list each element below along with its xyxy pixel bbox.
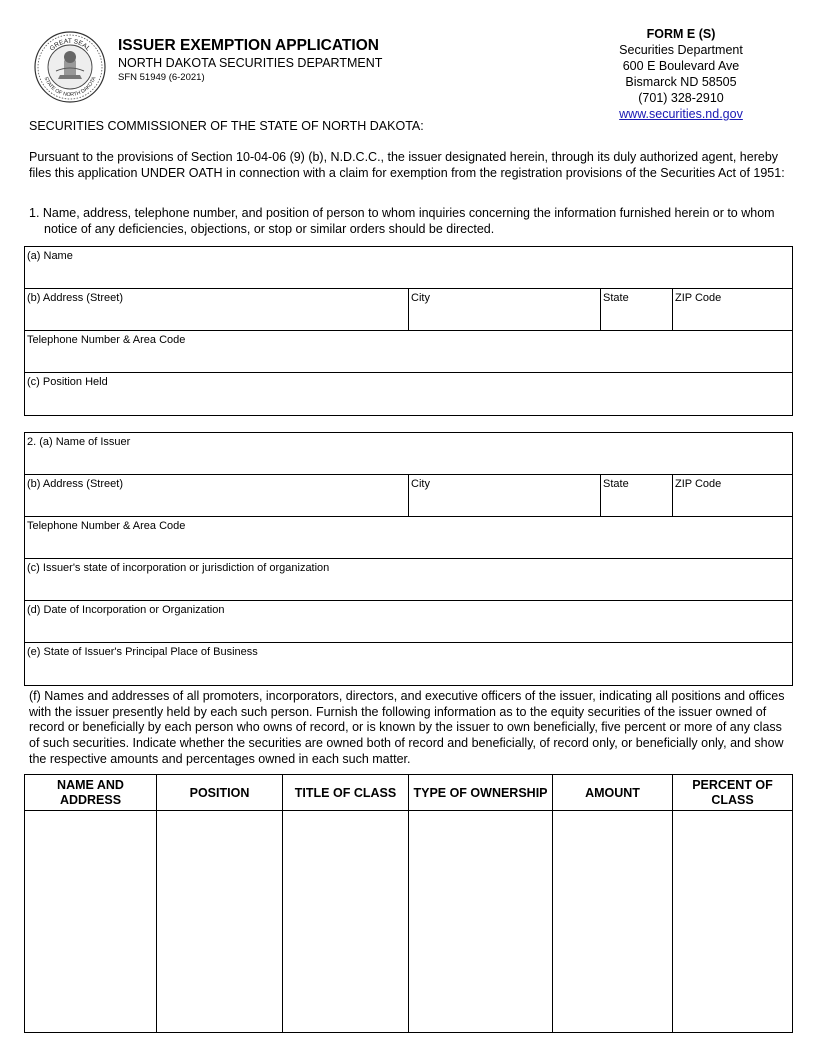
phone-label: Telephone Number & Area Code — [27, 334, 186, 346]
department-name: NORTH DAKOTA SECURITIES DEPARTMENT — [118, 56, 383, 70]
col-type-of-ownership — [409, 775, 553, 1032]
state-field[interactable] — [603, 309, 670, 327]
contact-person-section — [24, 246, 793, 416]
col-header: TYPE OF OWNERSHIP — [413, 785, 548, 800]
row-address — [25, 289, 792, 331]
row-name — [25, 247, 792, 289]
address-field[interactable] — [27, 309, 406, 327]
ownership-table — [24, 774, 793, 1033]
item-f-paragraph: (f) Names and addresses of all promoters, incorporators, directors, and executive officers of the issuer, indicating all positions and offices with the issuer presently held by each such person. Furnish the following information as to the equity securities of the issuer owned of record or beneficially by each person who owns of record, or is known by the issuer to own beneficially, five percent or more of any class of such securities. Indicate whether the securities are owned both of record and beneficially, of record only, or beneficially only, and show the respective amounts and percentages owned in each such matter. — [29, 689, 785, 766]
name-address-entry[interactable] — [27, 813, 154, 1030]
incorporation-label: (c) Issuer's state of incorporation or jurisdiction of organization — [27, 562, 330, 574]
issuer-address-field[interactable] — [27, 495, 406, 513]
row-incorporation — [25, 559, 792, 601]
principal-field[interactable] — [27, 664, 790, 682]
contact-dept: Securities Department — [619, 43, 743, 57]
name-label: (a) Name — [27, 250, 73, 262]
issuer-phone-field[interactable] — [27, 537, 790, 555]
form-number: SFN 51949 (6-2021) — [118, 72, 205, 83]
address-cell[interactable] — [25, 289, 409, 330]
issuer-zip-field[interactable] — [675, 495, 790, 513]
incorporation-cell[interactable] — [25, 559, 792, 600]
intro-paragraph: Pursuant to the provisions of Section 10-04-06 (9) (b), N.D.C.C., the issuer designated herein, through its duly authorized agent, hereby files this application UNDER OATH in connection with a claim for exemption from the registration provisions of the Securities Act of 1951: — [29, 150, 785, 180]
issuer-section — [24, 432, 793, 686]
form-id: FORM E (S) — [646, 27, 716, 41]
contact-phone: (701) 328-2910 — [638, 91, 724, 105]
svg-text:STATE OF NORTH DAKOTA: STATE OF NORTH DAKOTA — [42, 76, 98, 99]
col-header: NAME AND ADDRESS — [57, 778, 124, 807]
issuer-phone-label: Telephone Number & Area Code — [27, 520, 186, 532]
principal-cell[interactable] — [25, 643, 792, 685]
row-principal — [25, 643, 792, 685]
col-percent-of-class — [673, 775, 792, 1032]
position-field[interactable] — [27, 394, 790, 412]
percent-of-class-entry[interactable] — [675, 813, 790, 1030]
issuer-city-cell[interactable] — [409, 475, 601, 516]
col-header: PERCENT OF CLASS — [692, 778, 773, 807]
date-field[interactable] — [27, 621, 790, 639]
col-name-address — [25, 775, 157, 1032]
name-cell[interactable] — [25, 247, 792, 288]
svg-text:GREAT SEAL: GREAT SEAL — [48, 37, 92, 53]
row-phone — [25, 331, 792, 373]
contact-street: 600 E Boulevard Ave — [622, 59, 740, 73]
issuer-state-field[interactable] — [603, 495, 670, 513]
position-entry[interactable] — [159, 813, 280, 1030]
title-of-class-entry[interactable] — [285, 813, 406, 1030]
name-field[interactable] — [27, 267, 790, 285]
col-title-of-class — [283, 775, 409, 1032]
city-field[interactable] — [411, 309, 598, 327]
address-label: (b) Address (Street) — [27, 292, 123, 304]
principal-label: (e) State of Issuer's Principal Place of Business — [27, 646, 258, 658]
col-position — [157, 775, 283, 1032]
issuer-zip-label: ZIP Code — [675, 478, 722, 490]
phone-field[interactable] — [27, 351, 790, 369]
issuer-zip-cell[interactable] — [673, 475, 792, 516]
state-cell[interactable] — [601, 289, 673, 330]
zip-cell[interactable] — [673, 289, 792, 330]
date-label: (d) Date of Incorporation or Organization — [27, 604, 225, 616]
zip-label: ZIP Code — [675, 292, 722, 304]
issuer-name-cell[interactable] — [25, 433, 792, 474]
row-position — [25, 373, 792, 415]
zip-field[interactable] — [675, 309, 790, 327]
position-cell[interactable] — [25, 373, 792, 415]
issuer-name-field[interactable] — [27, 453, 790, 471]
issuer-state-cell[interactable] — [601, 475, 673, 516]
issuer-name-label: 2. (a) Name of Issuer — [27, 436, 131, 448]
col-header: TITLE OF CLASS — [294, 785, 397, 800]
row-issuer-phone — [25, 517, 792, 559]
col-header: POSITION — [189, 785, 250, 800]
issuer-state-label: State — [603, 478, 629, 490]
addressee: SECURITIES COMMISSIONER OF THE STATE OF NORTH DAKOTA: — [29, 119, 424, 133]
incorporation-field[interactable] — [27, 579, 790, 597]
contact-block — [596, 26, 766, 122]
row-issuer-address — [25, 475, 792, 517]
row-date — [25, 601, 792, 643]
state-seal-icon — [34, 31, 106, 103]
date-cell[interactable] — [25, 601, 792, 642]
row-issuer-name — [25, 433, 792, 475]
position-label: (c) Position Held — [27, 376, 108, 388]
col-header: AMOUNT — [585, 785, 640, 800]
issuer-address-cell[interactable] — [25, 475, 409, 516]
phone-cell[interactable] — [25, 331, 792, 372]
item1-text: 1. Name, address, telephone number, and position of person to whom inquiries concerning the information furnished herein or to whom notice of any deficiencies, objections, or stop or similar orders should be directed. — [29, 206, 775, 236]
city-cell[interactable] — [409, 289, 601, 330]
city-label: City — [411, 292, 430, 304]
issuer-address-label: (b) Address (Street) — [27, 478, 123, 490]
issuer-phone-cell[interactable] — [25, 517, 792, 558]
col-amount — [553, 775, 673, 1032]
website-link[interactable]: www.securities.nd.gov — [619, 107, 743, 121]
amount-entry[interactable] — [555, 813, 670, 1030]
state-label: State — [603, 292, 629, 304]
contact-city: Bismarck ND 58505 — [625, 75, 737, 89]
type-of-ownership-entry[interactable] — [411, 813, 550, 1030]
issuer-city-label: City — [411, 478, 430, 490]
issuer-city-field[interactable] — [411, 495, 598, 513]
form-title: ISSUER EXEMPTION APPLICATION — [118, 37, 379, 54]
